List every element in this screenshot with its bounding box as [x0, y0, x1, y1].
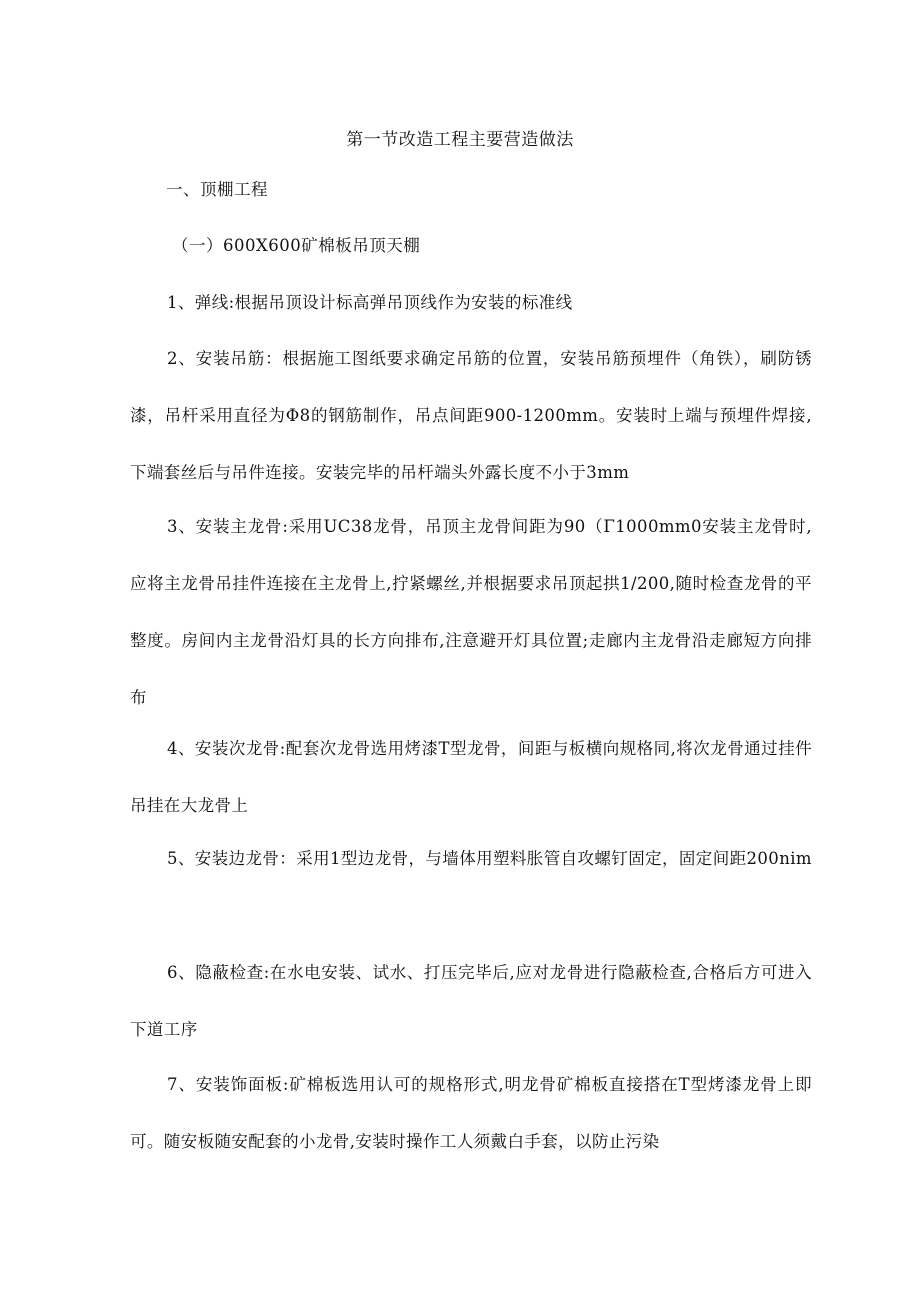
paragraph-step-7: 7、安装饰面板:矿棉板选用认可的规格形式,明龙骨矿棉板直接搭在T型烤漆龙骨上即可。随安板随安配套的小龙骨,安装时操作工人须戴白手套，以防止污染 — [130, 1075, 812, 1151]
paragraph-step-2: 2、安装吊筋：根据施工图纸要求确定吊筋的位置，安装吊筋预埋件（角铁），刷防锈漆，吊杆采用直径为Φ8的钢筋制作，吊点间距900-1200mm。安装时上端与预埋件焊接,下端套丝后与吊件连接。安装完毕的吊杆端头外露长度不小于3mm — [130, 349, 812, 482]
paragraph-step-3: 3、安装主龙骨:采用UC38龙骨，吊顶主龙骨间距为90（Γ1000mm0安装主龙骨时,应将主龙骨吊挂件连接在主龙骨上,拧紧螺丝,并根据要求吊顶起拱1/200,随时检查龙骨的平整度。房间内主龙骨沿灯具的长方向排布,注意避开灯具位置;走廊内主龙骨沿走廊短方向排布 — [130, 517, 812, 707]
paragraph-step-1: 1、弹线:根据吊顶设计标高弹吊顶线作为安装的标准线 — [167, 293, 573, 312]
paragraph-step-5: 5、安装边龙骨：采用1型边龙骨，与墙体用塑料胀管自攻螺钉固定，固定间距200nim — [167, 849, 812, 868]
subsection-heading: （一）600X600矿棉板吊顶天棚 — [172, 236, 421, 255]
paragraph-step-6: 6、隐蔽检查:在水电安装、试水、打压完毕后,应对龙骨进行隐蔽检查,合格后方可进入下道工序 — [130, 963, 812, 1039]
page-title: 第一节改造工程主要营造做法 — [346, 130, 574, 150]
paragraph-step-4: 4、安装次龙骨:配套次龙骨选用烤漆T型龙骨，间距与板横向规格同,将次龙骨通过挂件吊挂在大龙骨上 — [130, 739, 812, 815]
section-heading: 一、顶棚工程 — [166, 180, 268, 199]
